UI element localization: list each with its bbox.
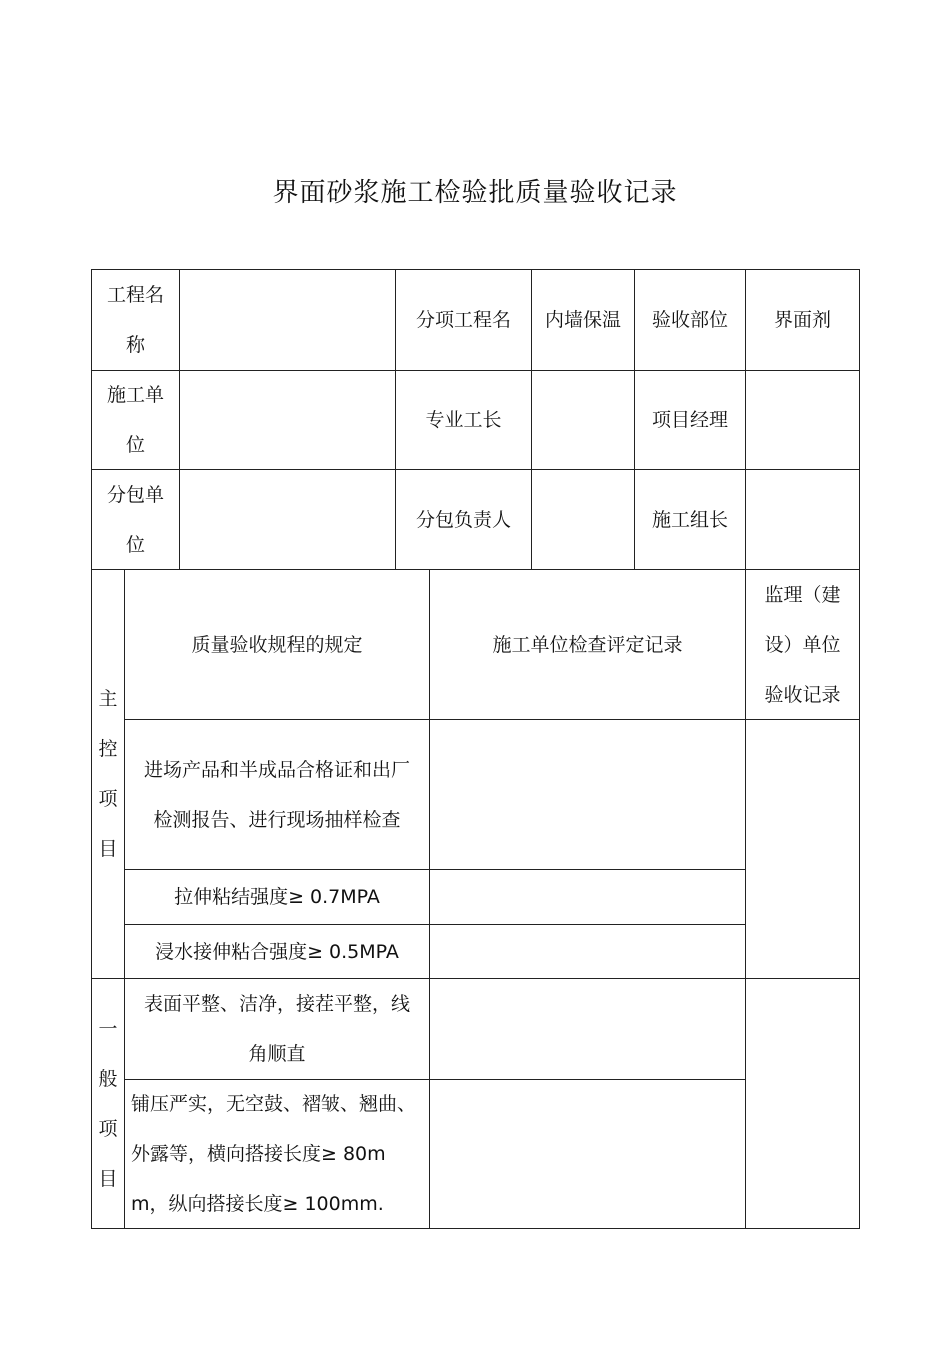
construction-unit-value[interactable] (180, 371, 395, 469)
record-column-header: 施工单位检查评定记录 (492, 633, 683, 656)
main-control-supervision-record[interactable] (746, 720, 859, 978)
acceptance-part-label: 验收部位 (651, 309, 728, 331)
main-control-record-1[interactable] (430, 720, 745, 869)
project-manager-label: 项目经理 (651, 409, 728, 431)
team-leader-value[interactable] (746, 470, 859, 569)
general-supervision-record[interactable] (746, 979, 859, 1228)
general-record-2[interactable] (430, 1080, 745, 1228)
sub-project-label: 分项工程名 (415, 309, 511, 331)
main-control-item-1: 进场产品和半成品合格证和出厂检测报告、进行现场抽样检查 (143, 758, 410, 831)
subcontract-lead-label: 分包负责人 (415, 508, 511, 531)
general-item-2: 铺压严实，无空鼓、褶皱、翘曲、外露等，横向搭接长度≥ 80mm，纵向搭接长度≥ 100mm. (131, 1093, 417, 1215)
subcontract-lead-value[interactable] (532, 470, 634, 569)
foreman-value[interactable] (532, 371, 634, 469)
subcontract-unit-value[interactable] (180, 470, 395, 569)
main-control-item-2: 拉伸粘结强度≥ 0.7MPA (174, 886, 380, 908)
foreman-label: 专业工长 (425, 409, 502, 431)
team-leader-label: 施工组长 (651, 508, 728, 531)
page-title: 界面砂浆施工检验批质量验收记录 (272, 178, 678, 208)
construction-unit-label: 施工单位 (106, 384, 164, 456)
sub-project-value: 内墙保温 (544, 309, 621, 331)
project-name-value[interactable] (180, 270, 395, 370)
general-item-1: 表面平整、洁净，接茬平整，线角顺直 (143, 993, 410, 1065)
supervision-column-header: 监理（建设）单位验收记录 (764, 583, 841, 706)
spec-column-header: 质量验收规程的规定 (191, 633, 363, 656)
main-control-record-3[interactable] (430, 925, 745, 978)
general-record-1[interactable] (430, 979, 745, 1079)
main-control-label: 主控项目 (98, 688, 118, 860)
project-name-label: 工程名称 (106, 284, 164, 356)
general-items-label: 一般项目 (98, 1017, 118, 1190)
main-control-item-3: 浸水接伸粘合强度≥ 0.5MPA (155, 940, 399, 963)
main-control-record-2[interactable] (430, 870, 745, 924)
subcontract-unit-label: 分包单位 (106, 483, 164, 556)
project-manager-value[interactable] (746, 371, 859, 469)
acceptance-part-value: 界面剂 (773, 309, 831, 331)
